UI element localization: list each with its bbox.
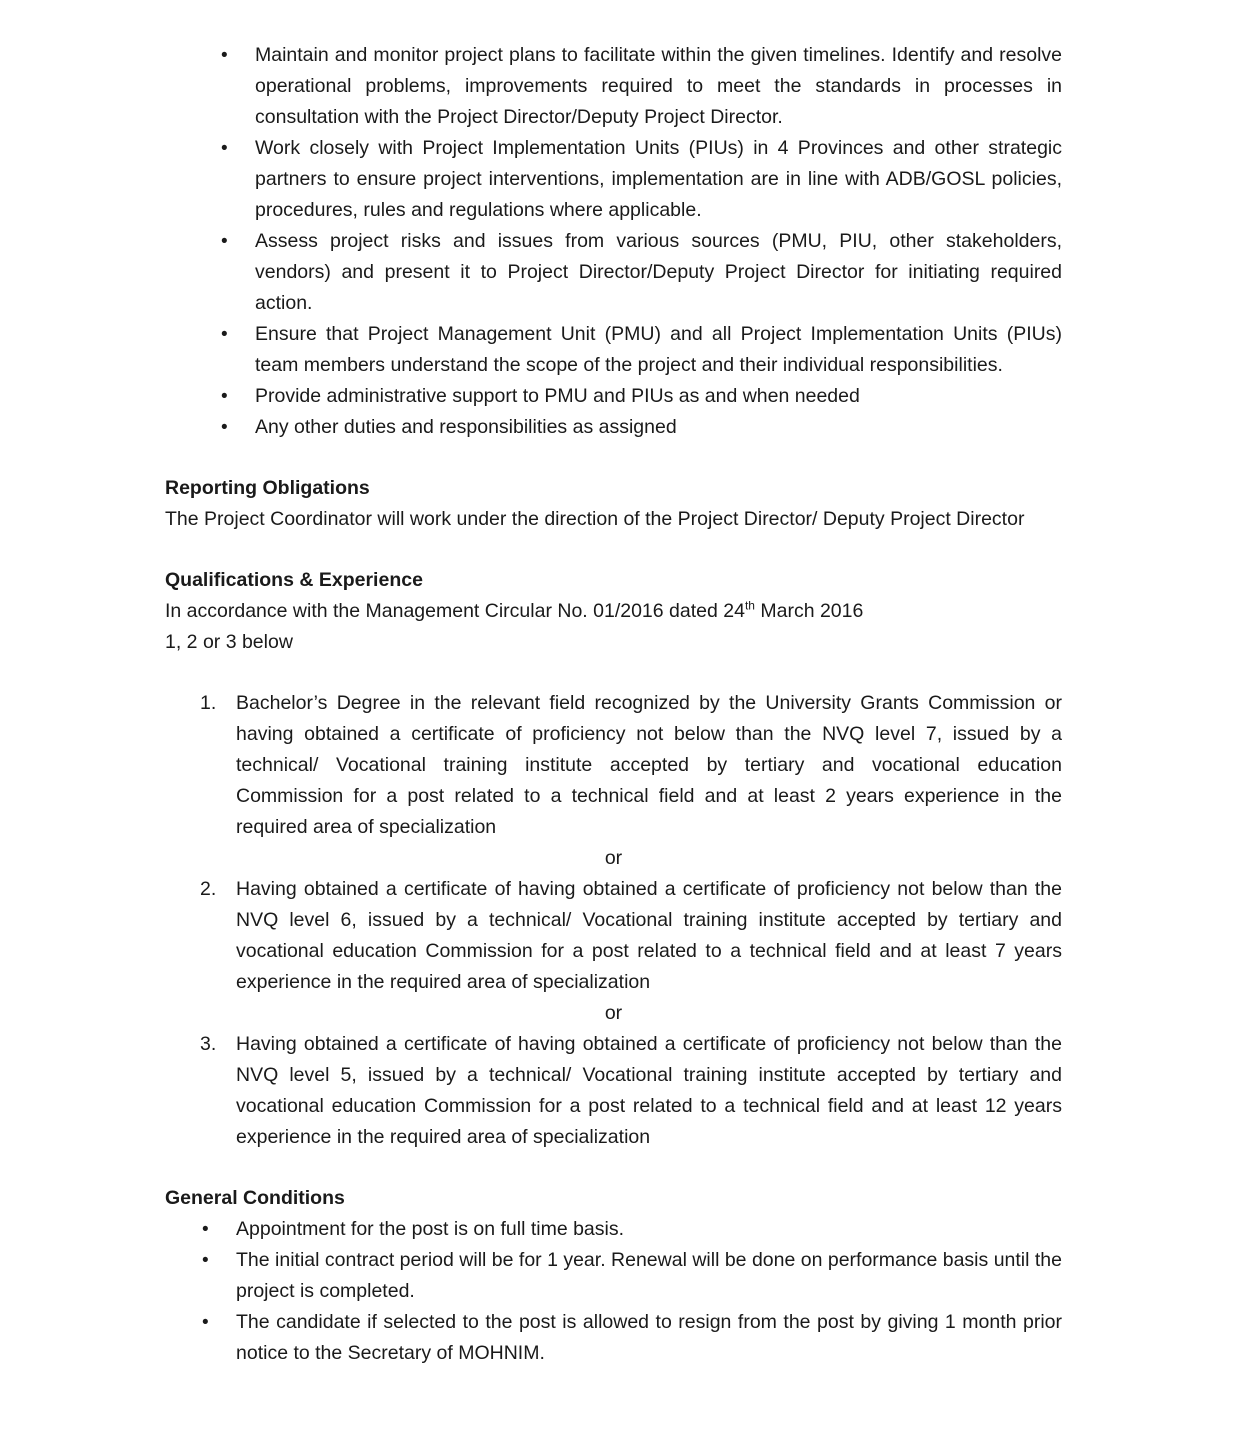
duty-item: • Maintain and monitor project plans to facilitate within the given timelines. Identify and resolve operational problems, improvements required to meet the standards in processes in consultation with the Project Director/Deputy Project Director. [165,40,1062,133]
spacer [165,658,1062,688]
general-heading: General Conditions [165,1187,345,1209]
item-number: 1. [200,692,217,714]
or-separator: or [604,1002,623,1024]
bullet-icon: • [202,1312,209,1333]
document-body [165,40,1062,1369]
reporting-heading: Reporting Obligations [165,477,370,499]
qualification-item: 3. Having obtained a certificate of having obtained a certificate of proficiency not below than the NVQ level 5, issued by a technical/ Vocational training institute accepted by tertiary and vocational education Commission for a post related to a technical field and at least 12 years experience in the required area of specialization [165,1029,1062,1153]
general-conditions-list [165,1214,1062,1369]
qualifications-heading: Qualifications & Experience [165,569,423,591]
bullet-icon: • [221,231,228,252]
qualifications-intro: In accordance with the Management Circular No. 01/2016 dated 24th March 2016 [165,598,864,622]
bullet-icon: • [221,324,228,345]
qualifications-options: 1, 2 or 3 below [165,631,293,653]
bullet-icon: • [221,417,228,438]
bullet-icon: • [202,1250,209,1271]
bullet-icon: • [221,45,228,66]
qualification-item: 2. Having obtained a certificate of having obtained a certificate of proficiency not below than the NVQ level 6, issued by a technical/ Vocational training institute accepted by tertiary and vocational education Commission for a post related to a technical field and at least 7 years experience in the required area of specialization [165,874,1062,998]
duty-item: • Ensure that Project Management Unit (PMU) and all Project Implementation Units (PIUs) team members understand the scope of the project and their individual responsibilities. [165,319,1062,381]
spacer [165,1153,1062,1183]
or-separator: or [604,847,623,869]
bullet-icon: • [221,138,228,159]
spacer [165,443,1062,473]
condition-item: • The initial contract period will be for 1 year. Renewal will be done on performance basis until the project is completed. [165,1245,1062,1307]
duty-item: • Any other duties and responsibilities as assigned [165,412,1062,443]
qualification-item: 1. Bachelor’s Degree in the relevant field recognized by the University Grants Commission or having obtained a certificate of proficiency not below than the NVQ level 7, issued by a technical/ Vocational training institute accepted by tertiary and vocational education Commission for a post related to a technical field and at least 2 years experience in the required area of specialization [165,688,1062,843]
item-number: 3. [200,1033,217,1055]
qualifications-list [165,688,1062,1153]
duty-item: • Provide administrative support to PMU and PIUs as and when needed [165,381,1062,412]
reporting-text: The Project Coordinator will work under the direction of the Project Director/ Deputy Project Director [165,508,1025,530]
condition-item: • The candidate if selected to the post is allowed to resign from the post by giving 1 month prior notice to the Secretary of MOHNIM. [165,1307,1062,1369]
item-number: 2. [200,878,217,900]
bullet-icon: • [202,1219,209,1240]
spacer [165,535,1062,565]
duty-item: • Work closely with Project Implementation Units (PIUs) in 4 Provinces and other strategic partners to ensure project interventions, implementation are in line with ADB/GOSL policies, procedures, rules and regulations where applicable. [165,133,1062,226]
bullet-icon: • [221,386,228,407]
duty-item: • Assess project risks and issues from various sources (PMU, PIU, other stakeholders, vendors) and present it to Project Director/Deputy Project Director for initiating required action. [165,226,1062,319]
duties-list [165,40,1062,443]
condition-item: • Appointment for the post is on full time basis. [165,1214,1062,1245]
